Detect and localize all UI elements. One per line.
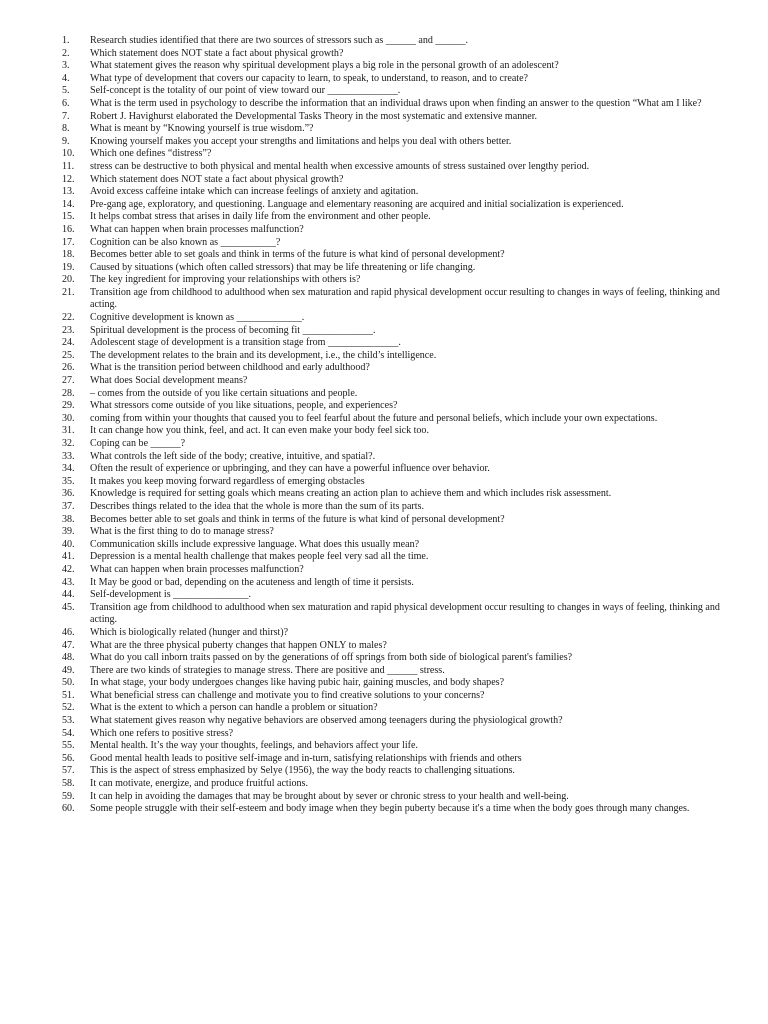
question-number: 37.	[62, 500, 75, 512]
question-item	[62, 677, 720, 690]
question-number: 11.	[62, 160, 75, 172]
question-item	[62, 602, 720, 627]
question-text: What does Social development means?	[90, 375, 248, 387]
question-number: 41.	[62, 551, 75, 563]
question-number: 56.	[62, 752, 75, 764]
question-text: Good mental health leads to positive self-image and in-turn, satisfying relationships with friends and others	[90, 752, 522, 764]
question-number: 44.	[62, 589, 75, 601]
question-item	[62, 98, 720, 111]
question-item	[62, 740, 720, 753]
question-text: What can happen when brain processes malfunction?	[90, 223, 304, 235]
question-item	[62, 262, 720, 275]
question-number: 59.	[62, 790, 75, 802]
question-item	[62, 665, 720, 678]
question-number: 50.	[62, 677, 75, 689]
question-text: Caused by situations (which often called stressors) that may be life threatening or life changing.	[90, 261, 476, 273]
question-text: It can change how you think, feel, and act. It can even make your body feel sick too.	[90, 425, 429, 437]
question-item	[62, 287, 720, 312]
question-number: 7.	[62, 110, 70, 122]
question-text: Coping can be ______?	[90, 438, 186, 449]
question-item	[62, 803, 720, 816]
question-item	[62, 463, 720, 476]
question-number: 40.	[62, 538, 75, 550]
question-number: 51.	[62, 689, 75, 701]
question-item	[62, 325, 720, 338]
question-text: The key ingredient for improving your relationships with others is?	[90, 274, 361, 286]
question-text: Mental health. It’s the way your thoughts, feelings, and behaviors affect your life.	[90, 740, 418, 752]
question-number: 45.	[62, 601, 75, 613]
question-item	[62, 274, 720, 287]
question-item	[62, 715, 720, 728]
question-text: Transition age from childhood to adulthood when sex maturation and rapid physical development occur resulting to changes in ways of feeling, thinking and acting.	[90, 601, 720, 626]
question-item	[62, 652, 720, 665]
question-text: Becomes better able to set goals and think in terms of the future is what kind of personal development?	[90, 249, 505, 261]
question-number: 58.	[62, 778, 75, 790]
question-text: Becomes better able to set goals and think in terms of the future is what kind of personal development?	[90, 513, 505, 525]
question-number: 39.	[62, 526, 75, 538]
question-text: Pre-gang age, exploratory, and questioning. Language and elementary reasoning are acquired and initial socialization is experienced.	[90, 198, 624, 210]
question-text: Avoid excess caffeine intake which can increase feelings of anxiety and agitation.	[90, 186, 419, 198]
question-item	[62, 48, 720, 61]
question-text: It makes you keep moving forward regardless of emerging obstacles	[90, 475, 365, 487]
question-number: 24.	[62, 337, 75, 349]
question-text: Describes things related to the idea that the whole is more than the sum of its parts.	[90, 500, 424, 512]
question-number: 32.	[62, 438, 75, 449]
question-text: What do you call inborn traits passed on by the generations of off springs from both side of biological parent's families?	[90, 652, 573, 664]
question-text: What statement gives reason why negative behaviors are observed among teenagers during the physiological growth?	[90, 715, 563, 727]
question-item	[62, 690, 720, 703]
question-text: Which one refers to positive stress?	[90, 727, 234, 739]
question-text: What can happen when brain processes malfunction?	[90, 563, 304, 575]
question-number: 47.	[62, 639, 75, 651]
question-text: Research studies identified that there are two sources of stressors such as ______ and ______.	[90, 35, 469, 46]
question-number: 52.	[62, 702, 75, 714]
question-item	[62, 60, 720, 73]
question-text: – comes from the outside of you like certain situations and people.	[90, 387, 358, 399]
question-text: Some people struggle with their self-esteem and body image when they begin puberty because it's a time when the body goes through many changes.	[90, 803, 690, 815]
question-text: The development relates to the brain and its development, i.e., the child’s intelligence.	[90, 349, 437, 361]
question-number: 54.	[62, 727, 75, 739]
question-item	[62, 564, 720, 577]
question-number: 12.	[62, 173, 75, 185]
question-item	[62, 375, 720, 388]
question-text: Which statement does NOT state a fact about physical growth?	[90, 47, 344, 59]
question-item	[62, 589, 720, 602]
question-text: stress can be destructive to both physical and mental health when excessive amounts of stress sustained over lengthy period.	[90, 160, 590, 172]
question-number: 22.	[62, 312, 75, 324]
question-text: Depression is a mental health challenge that makes people feel very sad all the time.	[90, 551, 429, 563]
question-text: This is the aspect of stress emphasized by Selye (1956), the way the body reacts to challenging situations.	[90, 765, 515, 777]
question-number: 8.	[62, 123, 70, 135]
question-number: 20.	[62, 274, 75, 286]
question-item	[62, 451, 720, 464]
question-text: Often the result of experience or upbringing, and they can have a powerful influence over behavior.	[90, 463, 490, 475]
question-number: 16.	[62, 223, 75, 235]
question-text: What stressors come outside of you like situations, people, and experiences?	[90, 400, 398, 412]
question-text: In what stage, your body undergoes changes like having pubic hair, gaining muscles, and body shapes?	[90, 677, 505, 689]
question-item	[62, 362, 720, 375]
question-item	[62, 237, 720, 250]
question-text: What are the three physical puberty changes that happen ONLY to males?	[90, 639, 387, 651]
question-item	[62, 476, 720, 489]
question-item	[62, 425, 720, 438]
question-text: Which one defines “distress”?	[90, 148, 212, 160]
question-item	[62, 778, 720, 791]
question-item	[62, 514, 720, 527]
question-item	[62, 186, 720, 199]
question-text: What is the transition period between childhood and early adulthood?	[90, 362, 370, 374]
question-number: 6.	[62, 97, 70, 109]
question-number: 34.	[62, 463, 75, 475]
question-number: 48.	[62, 652, 75, 664]
question-item	[62, 35, 720, 48]
question-number: 1.	[62, 35, 70, 46]
question-item	[62, 312, 720, 325]
question-item	[62, 627, 720, 640]
question-number: 31.	[62, 425, 75, 437]
question-text: Adolescent stage of development is a transition stage from ______________.	[90, 337, 401, 349]
question-text: What is the first thing to do to manage stress?	[90, 526, 274, 538]
question-number: 28.	[62, 387, 75, 399]
question-list	[62, 35, 720, 816]
question-item	[62, 161, 720, 174]
question-item	[62, 501, 720, 514]
question-item	[62, 174, 720, 187]
question-number: 21.	[62, 286, 75, 298]
question-number: 55.	[62, 740, 75, 752]
question-item	[62, 488, 720, 501]
question-number: 23.	[62, 324, 75, 336]
question-number: 53.	[62, 715, 75, 727]
question-item	[62, 728, 720, 741]
question-text: It can motivate, energize, and produce fruitful actions.	[90, 778, 308, 790]
question-text: Communication skills include expressive language. What does this usually mean?	[90, 538, 420, 550]
question-number: 26.	[62, 362, 75, 374]
question-item	[62, 148, 720, 161]
question-text: Transition age from childhood to adulthood when sex maturation and rapid physical development occur resulting to changes in ways of feeling, thinking and acting.	[90, 286, 720, 311]
question-number: 29.	[62, 400, 75, 412]
question-item	[62, 249, 720, 262]
question-item	[62, 551, 720, 564]
question-number: 2.	[62, 47, 70, 59]
question-item	[62, 350, 720, 363]
question-text: Self-concept is the totality of our point of view toward our ______________.	[90, 85, 401, 97]
question-number: 5.	[62, 85, 70, 97]
question-number: 25.	[62, 349, 75, 361]
question-number: 42.	[62, 563, 75, 575]
question-number: 3.	[62, 60, 70, 72]
question-number: 33.	[62, 450, 75, 462]
question-text: Self-development is _______________.	[90, 589, 252, 601]
question-item	[62, 640, 720, 653]
question-text: It helps combat stress that arises in daily life from the environment and other people.	[90, 211, 431, 223]
question-item	[62, 413, 720, 426]
question-text: Which statement does NOT state a fact about physical growth?	[90, 173, 344, 185]
question-text: There are two kinds of strategies to manage stress. There are positive and ______ stress.	[90, 664, 445, 676]
question-text: Cognition can be also known as ___________?	[90, 236, 281, 248]
question-text: Cognitive development is known as _____________.	[90, 312, 305, 324]
question-item	[62, 211, 720, 224]
question-number: 14.	[62, 198, 75, 210]
question-item	[62, 224, 720, 237]
question-text: What type of development that covers our capacity to learn, to speak, to understand, to reason, and to create?	[90, 72, 528, 84]
question-text: It May be good or bad, depending on the acuteness and length of time it persists.	[90, 576, 414, 588]
question-item	[62, 400, 720, 413]
question-number: 46.	[62, 626, 75, 638]
question-text: Robert J. Havighurst elaborated the Developmental Tasks Theory in the most systematic and extensive manner.	[90, 110, 538, 122]
question-number: 17.	[62, 236, 75, 248]
question-number: 30.	[62, 412, 75, 424]
question-item	[62, 199, 720, 212]
question-text: Knowing yourself makes you accept your strengths and limitations and helps you deal with others better.	[90, 135, 512, 147]
question-text: What controls the left side of the body; creative, intuitive, and spatial?.	[90, 450, 376, 462]
question-item	[62, 73, 720, 86]
question-item	[62, 539, 720, 552]
question-number: 19.	[62, 261, 75, 273]
question-item	[62, 388, 720, 401]
question-number: 4.	[62, 72, 70, 84]
question-text: coming from within your thoughts that caused you to feel fearful about the future and personal beliefs, which include your own expectations.	[90, 412, 658, 424]
question-item	[62, 337, 720, 350]
question-number: 36.	[62, 488, 75, 500]
question-number: 49.	[62, 664, 75, 676]
question-item	[62, 702, 720, 715]
question-item	[62, 438, 720, 451]
question-item	[62, 123, 720, 136]
question-number: 27.	[62, 375, 75, 387]
question-item	[62, 85, 720, 98]
question-item	[62, 765, 720, 778]
question-item	[62, 753, 720, 766]
question-number: 57.	[62, 765, 75, 777]
question-number: 35.	[62, 475, 75, 487]
question-text: What beneficial stress can challenge and motivate you to find creative solutions to your concerns?	[90, 689, 485, 701]
question-item	[62, 791, 720, 804]
question-item	[62, 526, 720, 539]
question-text: What is the extent to which a person can handle a problem or situation?	[90, 702, 378, 714]
question-number: 38.	[62, 513, 75, 525]
question-text: What is meant by “Knowing yourself is true wisdom.”?	[90, 123, 314, 135]
question-text: What statement gives the reason why spiritual development plays a big role in the personal growth of an adolescent?	[90, 60, 559, 72]
question-text: What is the term used in psychology to describe the information that an individual draws upon when finding an answer to the question “What am I like?	[90, 97, 702, 109]
question-number: 10.	[62, 148, 75, 160]
question-number: 15.	[62, 211, 75, 223]
question-text: Which is biologically related (hunger and thirst)?	[90, 626, 289, 638]
question-text: Knowledge is required for setting goals which means creating an action plan to achieve them and which includes risk assessment.	[90, 488, 612, 500]
question-text: Spiritual development is the process of becoming fit ______________.	[90, 324, 376, 336]
question-item	[62, 136, 720, 149]
question-number: 43.	[62, 576, 75, 588]
question-number: 60.	[62, 803, 75, 815]
question-item	[62, 111, 720, 124]
question-number: 13.	[62, 186, 75, 198]
question-item	[62, 577, 720, 590]
question-text: It can help in avoiding the damages that may be brought about by sever or chronic stress to your health and well-being.	[90, 790, 569, 802]
question-number: 9.	[62, 135, 70, 147]
question-number: 18.	[62, 249, 75, 261]
